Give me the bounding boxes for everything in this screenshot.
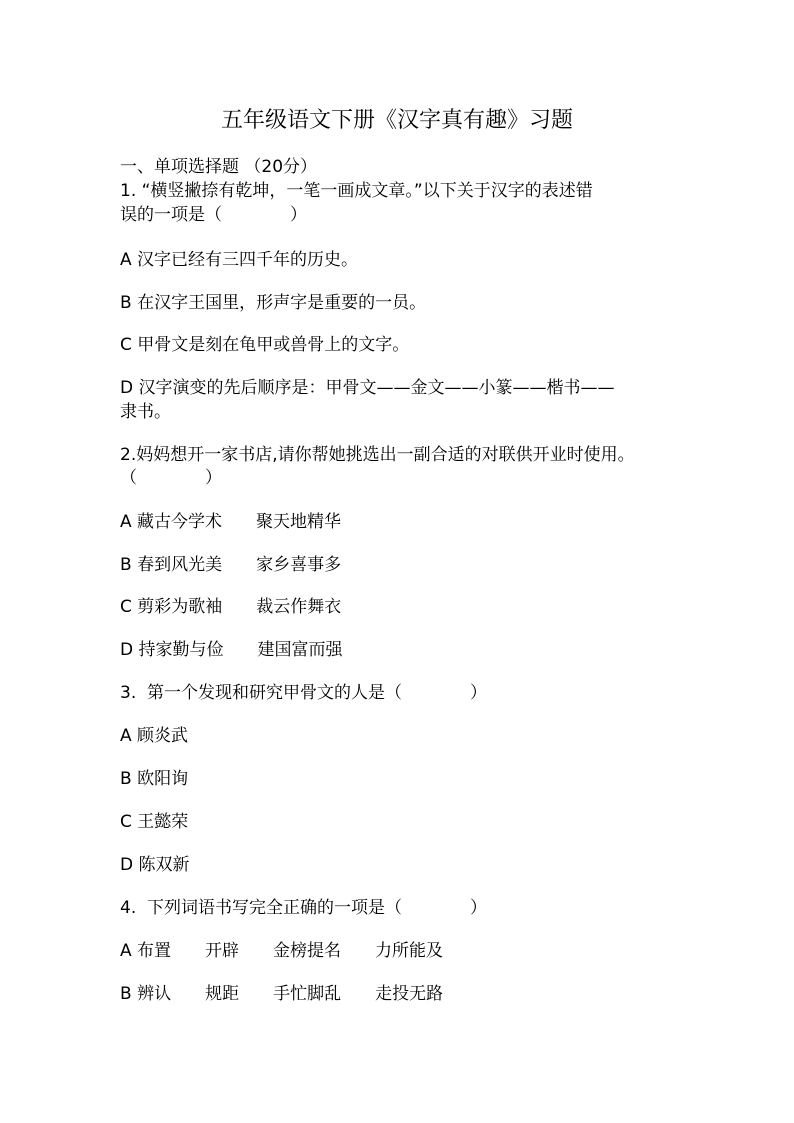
section-heading: 一、单项选择题 （20分）	[120, 157, 318, 177]
q2-option-a: A 藏古今学术 聚天地精华	[120, 512, 342, 532]
q1-stem-line2: 误的一项是（ ）	[120, 205, 307, 225]
q2-option-b: B 春到风光美 家乡喜事多	[120, 555, 342, 575]
q1-option-c: C 甲骨文是刻在龟甲或兽骨上的文字。	[120, 335, 410, 355]
q1-option-a: A 汉字已经有三四千年的历史。	[120, 250, 359, 270]
q4-option-b: B 辨认 规距 手忙脚乱 走投无路	[120, 984, 444, 1004]
q3-stem: 3. 第一个发现和研究甲骨文的人是（ ）	[120, 683, 488, 703]
q1-stem-line1: 1. “横竖撇捺有乾坤，一笔一画成文章。”以下关于汉字的表述错	[120, 181, 593, 201]
q1-option-b: B 在汉字王国里，形声字是重要的一员。	[120, 293, 427, 313]
q3-option-a: A 顾炎武	[120, 726, 189, 746]
q2-stem-line2: （ ）	[120, 468, 222, 488]
q3-option-c: C 王懿荣	[120, 812, 189, 832]
page-title: 五年级语文下册《汉字真有趣》习题	[220, 108, 573, 133]
q3-option-b: B 欧阳询	[120, 769, 189, 789]
q1-option-d-line1: D 汉字演变的先后顺序是：甲骨文——金文——小篆——楷书——	[120, 378, 615, 398]
q2-option-d: D 持家勤与俭 建国富而强	[120, 640, 343, 660]
q2-option-c: C 剪彩为歌袖 裁云作舞衣	[120, 597, 342, 617]
q2-stem-line1: 2.妈妈想开一家书店,请你帮她挑选出一副合适的对联供开业时使用。	[120, 445, 635, 465]
q3-option-d: D 陈双新	[120, 855, 190, 875]
q1-option-d-line2: 隶书。	[120, 402, 171, 422]
q4-option-a: A 布置 开辟 金榜提名 力所能及	[120, 941, 444, 961]
q4-stem: 4. 下列词语书写完全正确的一项是（ ）	[120, 898, 488, 918]
